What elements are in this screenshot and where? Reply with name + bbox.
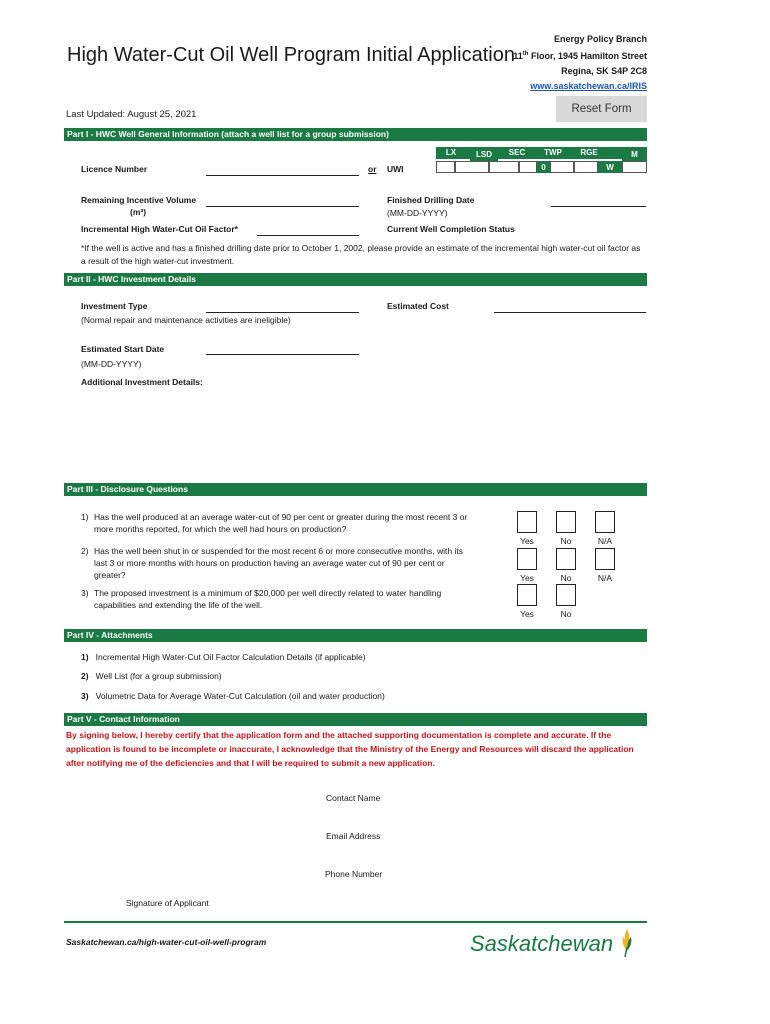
wheat-icon	[619, 927, 635, 957]
part3-heading: Part III - Disclosure Questions	[64, 483, 647, 496]
address-line-1: 11th Floor, 1945 Hamilton Street	[513, 51, 647, 61]
estimated-cost-input[interactable]	[494, 302, 646, 313]
investment-type-input[interactable]	[206, 302, 359, 313]
part4-heading: Part IV - Attachments	[64, 629, 647, 642]
well-status-label: Current Well Completion Status	[387, 224, 515, 234]
q1-number: 1)	[81, 512, 89, 522]
licence-number-input[interactable]	[206, 165, 359, 176]
attachment-item: 1) Incremental High Water-Cut Oil Factor Calculation Details (if applicable)	[81, 652, 366, 662]
additional-details-label: Additional Investment Details:	[81, 377, 203, 387]
certification-text: By signing below, I hereby certify that the application form and the attached supporting documentation is complete and accurate. If the application is found to be incomplete or inaccurate, I acknowledge that the Ministry of the Energy and Resources will discard the application after notifying me of the deficiencies and that I will be required to submit a new application.	[66, 730, 634, 768]
or-label: or	[368, 164, 377, 174]
address-line-2: Regina, SK S4P 2C8	[561, 66, 647, 76]
uwi-header-lsd: LSD	[470, 149, 498, 161]
finished-drilling-format: (MM-DD-YYYY)	[387, 208, 448, 218]
footer-divider	[64, 921, 647, 923]
uwi-header-sec: SEC	[502, 147, 532, 159]
factor-label: Incremental High Water-Cut Oil Factor*	[81, 224, 238, 234]
website-link[interactable]: www.saskatchewan.ca/IRIS	[530, 81, 647, 91]
factor-input[interactable]	[257, 225, 359, 236]
finished-drilling-input[interactable]	[551, 196, 646, 207]
attachment-item: 2) Well List (for a group submission)	[81, 671, 222, 681]
part2-heading: Part II - HWC Investment Details	[64, 273, 647, 286]
signature-label: Signature of Applicant	[126, 898, 209, 908]
remaining-volume-unit: (m³)	[130, 207, 147, 217]
q1-text: Has the well produced at an average water-cut of 90 per cent or greater during the most recent 3 or more months reported, for which the well had hours on production?	[94, 512, 468, 534]
start-date-label: Estimated Start Date	[81, 344, 165, 354]
uwi-header-twp: TWP	[532, 147, 574, 159]
uwi-header-lx: LX	[436, 147, 466, 159]
uwi-sec-input[interactable]	[489, 161, 519, 173]
q2-no-label: No	[560, 573, 572, 583]
uwi-header-rge: RGE	[574, 147, 604, 159]
uwi-lsd-input[interactable]	[455, 161, 489, 173]
q3-text: The proposed investment is a minimum of $20,000 per well directly related to water handling capabilities and extending the life of the well.	[94, 588, 442, 610]
q2-text: Has the well been shut in or suspended for the most recent 6 or more consecutive months, with its last 3 or more months with hours on production having an average water cut of 90 per cent or greater?	[94, 546, 463, 580]
q2-number: 2)	[81, 546, 89, 556]
uwi-sec2-input[interactable]	[519, 161, 537, 173]
uwi-m-input[interactable]	[622, 161, 647, 173]
q2-no-checkbox[interactable]	[556, 548, 576, 570]
finished-drilling-label: Finished Drilling Date	[387, 195, 475, 205]
q1-no-label: No	[560, 536, 572, 546]
uwi-twp-input[interactable]	[550, 161, 574, 173]
uwi-header-m: M	[622, 149, 647, 161]
reset-form-button[interactable]: Reset Form	[556, 96, 647, 122]
q1-na-label: N/A	[597, 536, 613, 546]
start-date-format: (MM-DD-YYYY)	[81, 359, 142, 369]
q3-number: 3)	[81, 588, 89, 598]
uwi-twp-value: 0	[537, 161, 550, 173]
signature-field[interactable]	[220, 898, 646, 912]
remaining-volume-label: Remaining Incentive Volume	[81, 195, 197, 205]
footer-link[interactable]: Saskatchewan.ca/high-water-cut-oil-well-program	[66, 937, 267, 947]
page-title: High Water-Cut Oil Well Program Initial Application	[67, 44, 515, 66]
estimated-cost-label: Estimated Cost	[387, 301, 449, 311]
q3-no-label: No	[560, 609, 572, 619]
uwi-rge-input[interactable]	[574, 161, 598, 173]
q2-na-label: N/A	[597, 573, 613, 583]
start-date-input[interactable]	[206, 344, 359, 355]
saskatchewan-logo: Saskatchewan	[470, 927, 635, 957]
part5-heading: Part V - Contact Information	[64, 713, 647, 726]
q2-na-checkbox[interactable]	[595, 548, 615, 570]
uwi-lx-input[interactable]	[436, 161, 455, 173]
attachment-item: 3) Volumetric Data for Average Water-Cut Calculation (oil and water production)	[81, 691, 385, 701]
investment-type-label: Investment Type	[81, 301, 148, 311]
factor-note: *If the well is active and has a finished drilling date prior to October 1, 2002, please provide an estimate of the incremental high water-cut oil factor as a result of the high water-cut investment.	[81, 243, 641, 266]
q1-yes-checkbox[interactable]	[517, 511, 537, 533]
part1-heading: Part I - HWC Well General Information (attach a well list for a group submission)	[64, 128, 647, 141]
branch-name: Energy Policy Branch	[553, 34, 647, 44]
uwi-w-value: W	[598, 161, 622, 173]
investment-note: (Normal repair and maintenance activities are ineligible)	[81, 315, 291, 325]
uwi-label: UWI	[387, 164, 404, 174]
q1-no-checkbox[interactable]	[556, 511, 576, 533]
licence-label: Licence Number	[81, 164, 148, 174]
phone-label: Phone Number	[325, 869, 383, 879]
email-label: Email Address	[326, 831, 381, 841]
q3-yes-label: Yes	[520, 609, 534, 619]
remaining-volume-input[interactable]	[206, 196, 359, 207]
last-updated: Last Updated: August 25, 2021	[66, 109, 197, 120]
uwi-grid	[436, 147, 647, 175]
email-input[interactable]	[400, 831, 646, 841]
q3-yes-checkbox[interactable]	[517, 584, 537, 606]
q3-no-checkbox[interactable]	[556, 584, 576, 606]
additional-details-input[interactable]	[81, 390, 650, 479]
phone-input[interactable]	[400, 869, 646, 879]
q1-na-checkbox[interactable]	[595, 511, 615, 533]
q2-yes-label: Yes	[520, 573, 534, 583]
q2-yes-checkbox[interactable]	[517, 548, 537, 570]
contact-name-label: Contact Name	[326, 793, 381, 803]
q1-yes-label: Yes	[520, 536, 534, 546]
contact-name-input[interactable]	[400, 793, 646, 803]
branch-address	[347, 32, 647, 94]
